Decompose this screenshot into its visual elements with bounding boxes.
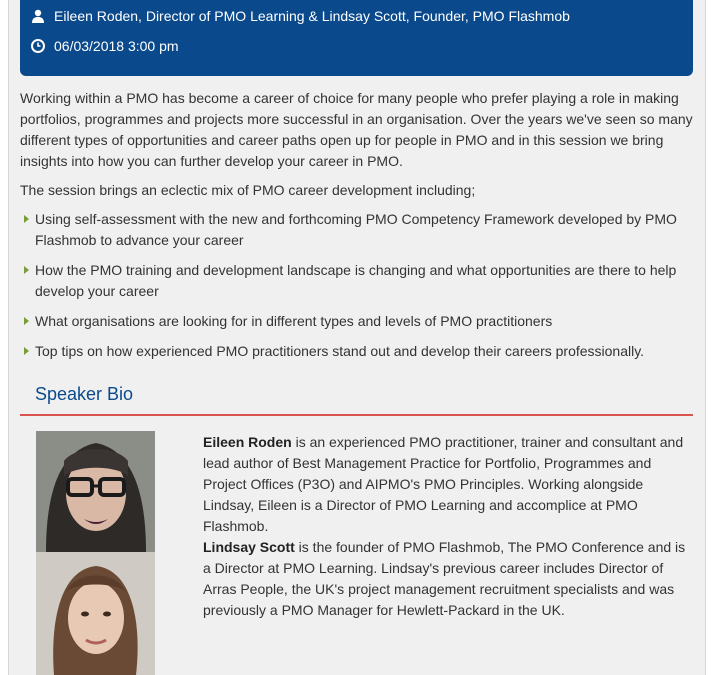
list-item: What organisations are looking for in different types and levels of PMO practitioners xyxy=(20,311,693,332)
bio-body: is an experienced PMO practitioner, trainer and consultant and lead author of Best Management Practice for Portfolio, Programmes and Project Offices (P3O) and AIPMO's PMO Principles. Working alongside Lindsay, Eileen is a Director of PMO Learning and accomplice at PMO Flashmob. xyxy=(203,434,684,534)
speaker-photo-lindsay xyxy=(36,552,155,675)
user-icon xyxy=(30,8,46,24)
session-description xyxy=(20,88,693,371)
speakers-row xyxy=(30,5,570,27)
bullet-arrow-icon xyxy=(24,317,29,325)
bio-body: is the founder of PMO Flashmob, The PMO Conference and is a Director at PMO Learning. Lindsay's previous career includes Director of Arras People, the UK's project management recruitment specialists and was previously a PMO Manager for Hewlett-Packard in the UK. xyxy=(203,539,686,618)
speaker-bio-heading: Speaker Bio xyxy=(35,384,134,404)
intro-paragraph: Working within a PMO has become a career of choice for many people who prefer playing a role in making portfolios, programmes and projects more successful in an organisation. Over the years we've seen so many different types of opportunities and career paths open up for people in PMO and in this session we bring insights into how you can further develop your career in PMO. xyxy=(20,90,693,169)
topic-list xyxy=(20,209,693,362)
bio-name: Lindsay Scott xyxy=(203,539,295,555)
event-header xyxy=(20,0,693,76)
speaker-bio-section-header xyxy=(20,379,693,416)
bio-eileen xyxy=(203,432,688,537)
speakers-text: Eileen Roden, Director of PMO Learning & Lindsay Scott, Founder, PMO Flashmob xyxy=(54,8,570,24)
list-item: Using self-assessment with the new and forthcoming PMO Competency Framework developed by PMO Flashmob to advance your career xyxy=(20,209,693,251)
list-item: How the PMO training and development landscape is changing and what opportunities are there to help develop your career xyxy=(20,260,693,302)
datetime-row xyxy=(30,35,179,57)
clock-icon xyxy=(30,38,46,54)
speaker-photo-eileen xyxy=(36,431,155,552)
speaker-bio-text xyxy=(203,432,688,621)
lead-in-paragraph: The session brings an eclectic mix of PMO career development including; xyxy=(20,182,476,198)
datetime-text: 06/03/2018 3:00 pm xyxy=(54,38,179,54)
bullet-arrow-icon xyxy=(24,215,29,223)
list-item: Top tips on how experienced PMO practitioners stand out and develop their careers professionally. xyxy=(20,341,693,362)
bullet-arrow-icon xyxy=(24,266,29,274)
bullet-arrow-icon xyxy=(24,347,29,355)
bio-name: Eileen Roden xyxy=(203,434,292,450)
bio-lindsay xyxy=(203,537,688,621)
